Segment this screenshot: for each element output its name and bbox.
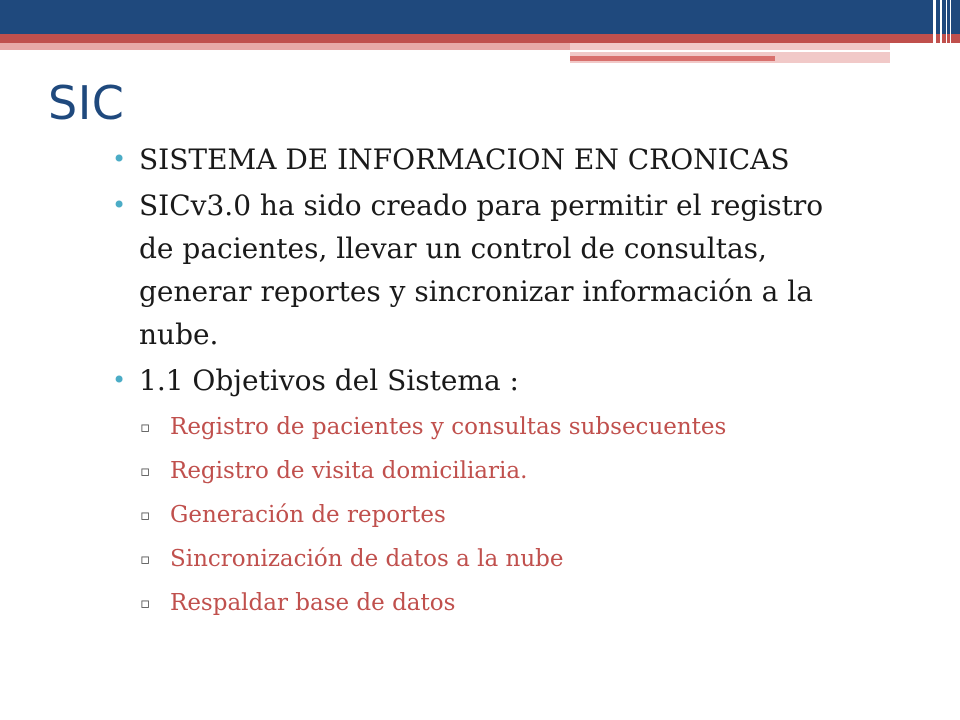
sub-bullet-text: Sincronización de datos a la nube bbox=[170, 546, 564, 572]
header-banner-pink bbox=[0, 43, 570, 50]
header-vstripe bbox=[940, 0, 942, 60]
bullet-item bbox=[112, 359, 832, 402]
sub-bullet-text: Generación de reportes bbox=[170, 502, 446, 528]
bullet-dot-icon: • bbox=[112, 366, 127, 394]
square-bullet-icon: ▫ bbox=[140, 462, 151, 480]
slide-content bbox=[112, 138, 832, 625]
sub-bullet-item bbox=[140, 493, 832, 537]
sub-bullet-list bbox=[112, 405, 832, 625]
bullet-text: SISTEMA DE INFORMACION EN CRONICAS bbox=[139, 143, 790, 176]
header-vstripe bbox=[950, 0, 951, 60]
header-banner-divider bbox=[570, 50, 890, 52]
bullet-item bbox=[112, 184, 832, 356]
slide-title: SIC bbox=[48, 76, 125, 130]
sub-bullet-item bbox=[140, 581, 832, 625]
header-vstripe bbox=[946, 0, 947, 60]
bullet-item bbox=[112, 138, 832, 181]
sub-bullet-text: Registro de pacientes y consultas subsecuentes bbox=[170, 414, 727, 440]
header-banner-strip bbox=[570, 56, 775, 61]
sub-bullet-item bbox=[140, 537, 832, 581]
sub-bullet-item bbox=[140, 449, 832, 493]
bullet-text: SICv3.0 ha sido creado para permitir el registro de pacientes, llevar un control de consultas, generar reportes y sincronizar información a la nube. bbox=[139, 189, 824, 351]
sub-bullet-text: Respaldar base de datos bbox=[170, 590, 456, 616]
bullet-text: 1.1 Objetivos del Sistema : bbox=[139, 364, 519, 397]
bullet-dot-icon: • bbox=[112, 145, 127, 173]
square-bullet-icon: ▫ bbox=[140, 594, 151, 612]
header-banner-dark bbox=[0, 0, 960, 36]
header-vstripe bbox=[933, 0, 936, 60]
header-banner-accent bbox=[0, 34, 960, 43]
square-bullet-icon: ▫ bbox=[140, 506, 151, 524]
square-bullet-icon: ▫ bbox=[140, 550, 151, 568]
sub-bullet-text: Registro de visita domiciliaria. bbox=[170, 458, 528, 484]
bullet-dot-icon: • bbox=[112, 191, 127, 219]
square-bullet-icon: ▫ bbox=[140, 418, 151, 436]
sub-bullet-item bbox=[140, 405, 832, 449]
